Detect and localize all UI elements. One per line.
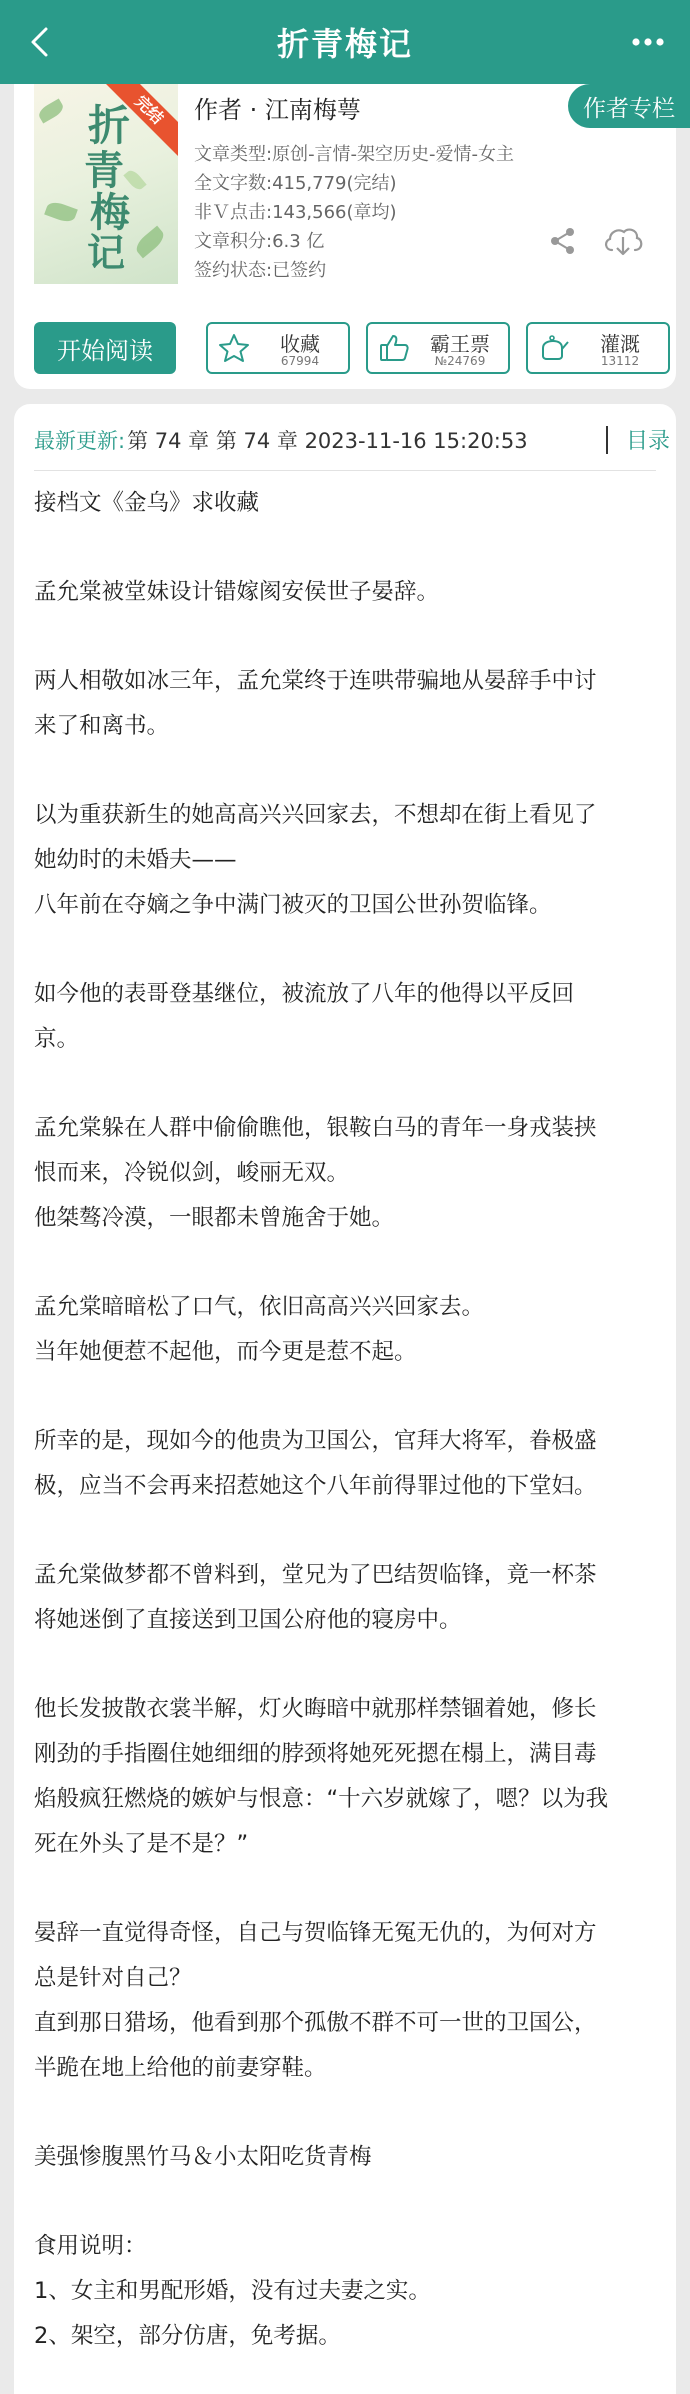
synopsis-line: 晏辞一直觉得奇怪，自己与贺临锋无冤无仇的，为何对方 xyxy=(34,1920,597,1946)
synopsis-line: 两人相敬如冰三年，孟允棠终于连哄带骗地从晏辞手中讨 xyxy=(34,668,597,694)
cover-title-char: 记 xyxy=(86,230,126,272)
ticket-count: №24769 xyxy=(434,354,486,368)
synopsis-line: 极，应当不会再来招惹她这个八年前得罪过他的下堂妇。 xyxy=(34,1473,597,1499)
synopsis-line: 恨而来，冷锐似剑，峻丽无双。 xyxy=(34,1160,350,1186)
synopsis-line: 孟允棠躲在人群中偷偷瞧他，银鞍白马的青年一身戎装挟 xyxy=(34,1115,597,1141)
synopsis-card xyxy=(14,404,676,2394)
synopsis-line: 当年她便惹不起他，而今更是惹不起。 xyxy=(34,1339,417,1365)
latest-update-value: 第 74 章 第 74 章 2023-11-16 15:20:53 xyxy=(127,429,528,453)
book-type: 文章类型:原创-言情-架空历史-爱情-女主 xyxy=(194,144,515,165)
synopsis-line: 他桀骜冷漠，一眼都未曾施舍于她。 xyxy=(34,1205,395,1231)
word-count: 全文字数:415,779(完结) xyxy=(194,173,397,194)
start-reading-button[interactable]: 开始阅读 xyxy=(34,322,176,374)
click-count: 非Ｖ点击:143,566(章均) xyxy=(194,202,397,223)
table-of-contents-link[interactable]: 目录 xyxy=(626,429,671,454)
overlord-ticket-button[interactable] xyxy=(366,322,510,374)
synopsis-line: 孟允棠做梦都不曾料到，堂兄为了巴结贺临锋，竟一杯茶 xyxy=(34,1562,597,1588)
synopsis-line: 半跪在地上给他的前妻穿鞋。 xyxy=(34,2055,327,2081)
synopsis-line: 刚劲的手指圈住她细细的脖颈将她死死摁在榻上，满目毒 xyxy=(34,1741,597,1767)
divider xyxy=(606,426,608,454)
ticket-label: 霸王票 xyxy=(430,332,490,356)
synopsis-line: 食用说明： xyxy=(34,2233,147,2259)
synopsis-line: 直到那日猎场，他看到那个孤傲不群不可一世的卫国公， xyxy=(34,2010,597,2036)
synopsis-line: 京。 xyxy=(34,1026,80,1052)
book-score: 文章积分:6.3 亿 xyxy=(194,231,325,252)
cover-leaf xyxy=(44,199,78,224)
synopsis-line: 接档文《金乌》求收藏 xyxy=(34,490,260,516)
collect-button[interactable] xyxy=(206,322,350,374)
irrigate-count: 13112 xyxy=(600,354,640,368)
book-info-card xyxy=(14,84,676,389)
synopsis-line: 孟允棠暗暗松了口气，依旧高高兴兴回家去。 xyxy=(34,1294,485,1320)
cover-calligraphy xyxy=(74,92,144,272)
completed-badge: 完结 xyxy=(102,84,178,157)
star-icon xyxy=(218,332,250,364)
synopsis-line: 总是针对自己？ xyxy=(34,1965,192,1991)
synopsis-line: 八年前在夺嫡之争中满门被灭的卫国公世孙贺临锋。 xyxy=(34,892,552,918)
synopsis-line: 她幼时的未婚夫—— xyxy=(34,847,237,873)
more-dots-icon[interactable] xyxy=(628,26,668,58)
collect-label: 收藏 xyxy=(280,332,320,356)
book-meta xyxy=(194,140,514,285)
collect-count: 67994 xyxy=(280,354,320,368)
back-arrow-icon[interactable] xyxy=(26,26,56,58)
synopsis-line: 如今他的表哥登基继位，被流放了八年的他得以平反回 xyxy=(34,981,575,1007)
cover-title-char: 梅 xyxy=(90,189,130,236)
contract-status: 签约状态:已签约 xyxy=(194,260,327,281)
irrigate-label: 灌溉 xyxy=(600,332,640,356)
synopsis-line: 死在外头了是不是？” xyxy=(34,1831,249,1857)
synopsis-line: 美强惨腹黑竹马＆小太阳吃货青梅 xyxy=(34,2144,372,2170)
synopsis-line: 2、架空，部分仿唐，免考据。 xyxy=(34,2323,341,2349)
watering-can-icon xyxy=(538,332,570,364)
synopsis-line: 他长发披散衣裳半解，灯火晦暗中就那样禁锢着她，修长 xyxy=(34,1696,597,1722)
synopsis-line: 孟允棠被堂妹设计错嫁阂安侯世子晏辞。 xyxy=(34,579,440,605)
cover-title-char: 青 xyxy=(84,147,124,194)
synopsis-line: 以为重获新生的她高高兴兴回家去，不想却在街上看见了 xyxy=(34,802,597,828)
cover-title-char: 折 xyxy=(87,101,131,150)
page-title: 折青梅记 xyxy=(276,25,413,63)
synopsis-line: 焰般疯狂燃烧的嫉妒与恨意：“十六岁就嫁了，嗯？以为我 xyxy=(34,1786,609,1812)
thumb-up-icon xyxy=(378,332,410,364)
author-column-button[interactable]: 作者专栏 xyxy=(568,84,690,128)
author-name[interactable]: 作者 · 江南梅萼 xyxy=(194,96,361,124)
share-icon[interactable] xyxy=(548,226,578,256)
cover-leaf xyxy=(36,98,66,123)
synopsis-line: 1、女主和男配形婚，没有过夫妻之实。 xyxy=(34,2278,431,2304)
book-cover[interactable] xyxy=(34,84,178,284)
action-bar xyxy=(34,322,664,374)
synopsis-line: 来了和离书。 xyxy=(34,713,170,739)
top-bar xyxy=(0,0,690,84)
synopsis-line: 将她迷倒了直接送到卫国公府他的寝房中。 xyxy=(34,1607,462,1633)
cloud-download-icon[interactable] xyxy=(602,224,644,258)
synopsis-line: 所幸的是，现如今的他贵为卫国公，官拜大将军，眷极盛 xyxy=(34,1428,597,1454)
latest-update-label: 最新更新: xyxy=(34,429,126,453)
divider-line xyxy=(34,470,656,471)
latest-update-row[interactable] xyxy=(34,420,671,460)
irrigate-button[interactable] xyxy=(526,322,670,374)
